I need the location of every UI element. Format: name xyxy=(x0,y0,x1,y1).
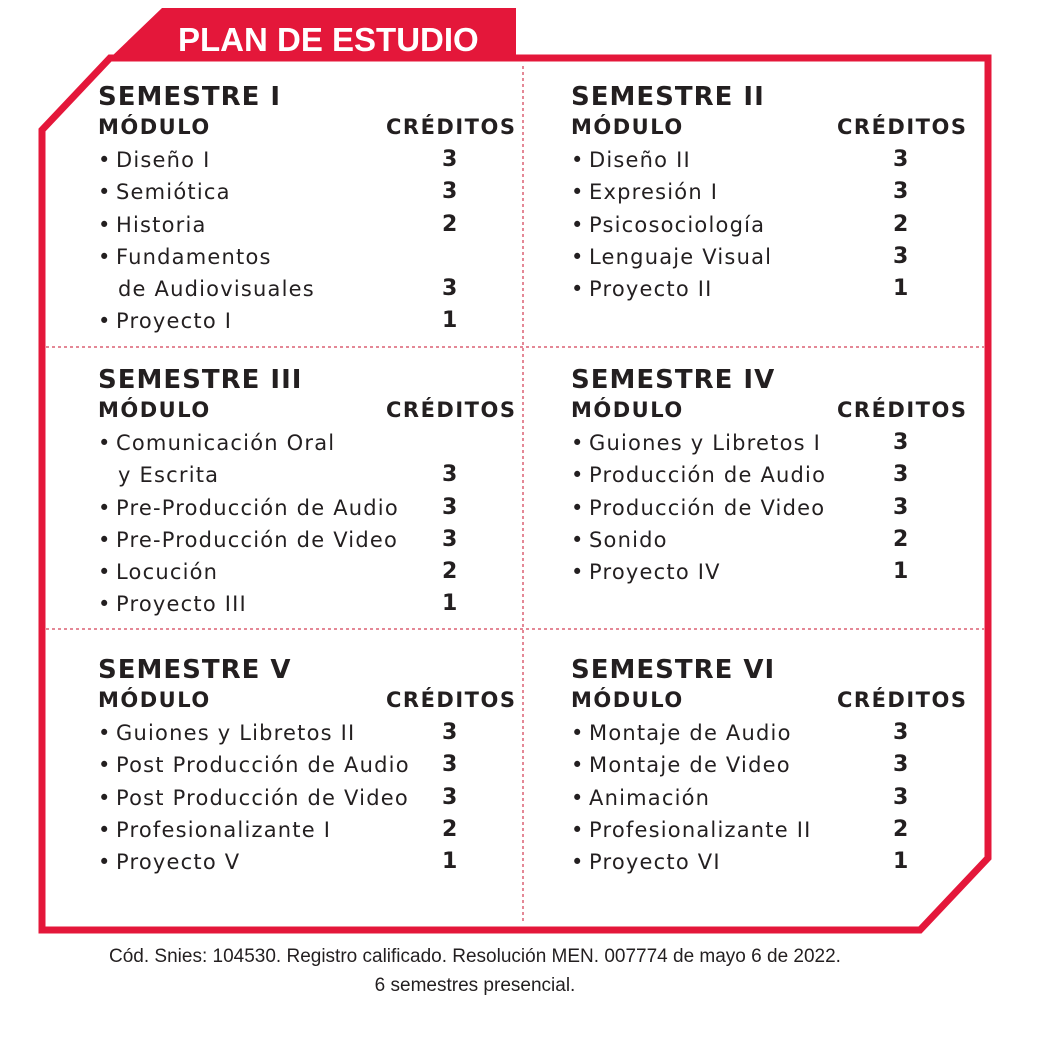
module-row xyxy=(98,782,518,814)
module-name: Montaje de Video xyxy=(589,753,791,778)
footer-line-2: 6 semestres presencial. xyxy=(374,975,576,996)
bullet: • xyxy=(571,463,585,488)
bullet: • xyxy=(98,817,112,842)
module-name: Fundamentos xyxy=(116,244,272,269)
module-name: Diseño I xyxy=(116,148,211,172)
module-name: Post Producción de Video xyxy=(116,785,409,810)
bullet: • xyxy=(571,180,585,205)
semester-2 xyxy=(571,82,981,305)
module-credits: 3 xyxy=(893,462,910,488)
module-name: Locución xyxy=(116,560,219,585)
module-name: Profesionalizante II xyxy=(589,817,812,842)
module-row xyxy=(98,241,518,306)
semester-title: SEMESTRE IV xyxy=(571,365,776,395)
module-header: MÓDULO xyxy=(571,398,684,422)
bullet: • xyxy=(98,560,112,585)
column-header xyxy=(98,112,518,142)
module-credits: 3 xyxy=(442,720,459,745)
module-name: Proyecto II xyxy=(589,277,713,302)
bullet: • xyxy=(571,212,585,237)
module-row xyxy=(98,176,518,208)
semester-1 xyxy=(98,82,518,338)
semester-title: SEMESTRE II xyxy=(571,82,765,112)
module-credits: 3 xyxy=(442,179,459,205)
module-name: Profesionalizante I xyxy=(116,817,332,842)
bullet: • xyxy=(571,495,585,520)
bullet: • xyxy=(571,753,585,778)
credits-header: CRÉDITOS xyxy=(386,398,517,422)
bullet: • xyxy=(98,527,112,552)
module-list xyxy=(98,427,518,621)
module-row xyxy=(571,241,981,273)
module-name-continued: de Audiovisuales xyxy=(118,277,315,302)
bullet: • xyxy=(98,212,112,237)
bullet: • xyxy=(98,431,112,455)
module-name: Guiones y Libretos I xyxy=(589,431,822,455)
module-name: Lenguaje Visual xyxy=(589,244,773,269)
module-row xyxy=(98,492,518,524)
module-header: MÓDULO xyxy=(571,688,684,712)
bullet: • xyxy=(98,244,112,269)
module-credits: 3 xyxy=(893,494,910,520)
module-name: Producción de Audio xyxy=(589,463,827,488)
module-credits: 2 xyxy=(442,211,459,237)
page-title: PLAN DE ESTUDIO xyxy=(178,21,479,58)
credits-header: CRÉDITOS xyxy=(837,688,968,712)
module-credits: 1 xyxy=(893,276,910,302)
module-credits: 3 xyxy=(893,147,910,172)
module-row xyxy=(571,273,981,305)
module-row xyxy=(98,846,518,878)
bullet: • xyxy=(98,495,112,520)
bullet: • xyxy=(571,817,585,842)
module-name: Diseño II xyxy=(589,148,691,172)
semester-title: SEMESTRE VI xyxy=(571,655,776,685)
module-credits: 3 xyxy=(893,784,910,810)
module-row xyxy=(98,144,518,176)
module-credits: 2 xyxy=(893,816,910,842)
bullet: • xyxy=(571,721,585,745)
credits-header: CRÉDITOS xyxy=(837,398,968,422)
semester-6 xyxy=(571,655,981,878)
semester-title: SEMESTRE III xyxy=(98,365,303,395)
module-credits: 1 xyxy=(442,849,459,875)
footer-note xyxy=(0,942,950,1000)
module-credits: 3 xyxy=(442,526,459,552)
module-row xyxy=(571,717,981,749)
module-row xyxy=(571,524,981,556)
module-row xyxy=(571,492,981,524)
column-header xyxy=(571,395,981,425)
module-credits: 3 xyxy=(442,276,459,302)
bullet: • xyxy=(571,560,585,585)
bullet: • xyxy=(571,148,585,172)
module-row xyxy=(98,524,518,556)
module-name: Post Producción de Audio xyxy=(116,753,410,778)
module-credits: 1 xyxy=(442,591,459,617)
bullet: • xyxy=(571,850,585,875)
module-credits: 3 xyxy=(893,720,910,745)
module-row xyxy=(571,782,981,814)
module-row xyxy=(98,556,518,588)
bullet: • xyxy=(98,180,112,205)
module-row xyxy=(571,556,981,588)
module-list xyxy=(571,144,981,305)
bullet: • xyxy=(571,277,585,302)
semester-title: SEMESTRE V xyxy=(98,655,292,685)
module-credits: 3 xyxy=(442,147,459,172)
module-row xyxy=(571,814,981,846)
module-name: Producción de Video xyxy=(589,495,826,520)
bullet: • xyxy=(98,850,112,875)
module-name: Psicosociología xyxy=(589,212,766,237)
module-credits: 3 xyxy=(442,752,459,778)
module-list xyxy=(571,427,981,588)
module-list xyxy=(98,144,518,338)
module-name: Proyecto V xyxy=(116,850,241,875)
module-name: Montaje de Audio xyxy=(589,721,792,745)
module-credits: 3 xyxy=(442,494,459,520)
module-name: Historia xyxy=(116,212,207,237)
module-credits: 3 xyxy=(442,784,459,810)
module-header: MÓDULO xyxy=(98,115,211,139)
module-credits: 1 xyxy=(893,849,910,875)
module-credits: 1 xyxy=(442,308,459,334)
module-name: Proyecto IV xyxy=(589,560,721,585)
credits-header: CRÉDITOS xyxy=(386,115,517,139)
bullet: • xyxy=(98,785,112,810)
module-header: MÓDULO xyxy=(571,115,684,139)
column-header xyxy=(98,395,518,425)
module-name: Comunicación Oral xyxy=(116,431,336,455)
module-credits: 3 xyxy=(893,752,910,778)
bullet: • xyxy=(98,592,112,617)
module-row xyxy=(571,427,981,459)
footer-line-1: Cód. Snies: 104530. Registro calificado. Resolución MEN. 007774 de mayo 6 de 2022. xyxy=(109,946,841,967)
column-header xyxy=(571,112,981,142)
module-row xyxy=(571,846,981,878)
module-name: Pre-Producción de Audio xyxy=(116,495,399,520)
module-row xyxy=(98,588,518,620)
module-row xyxy=(98,209,518,241)
module-credits: 2 xyxy=(442,559,459,585)
module-credits: 3 xyxy=(893,179,910,205)
module-list xyxy=(571,717,981,878)
semester-4 xyxy=(571,365,981,588)
module-row xyxy=(571,749,981,781)
bullet: • xyxy=(571,785,585,810)
module-name: Proyecto I xyxy=(116,309,233,334)
module-name: Sonido xyxy=(589,527,668,552)
module-row xyxy=(98,749,518,781)
module-name-continued: y Escrita xyxy=(118,463,220,488)
bullet: • xyxy=(98,753,112,778)
bullet: • xyxy=(571,244,585,269)
module-credits: 3 xyxy=(893,243,910,269)
module-list xyxy=(98,717,518,878)
module-row xyxy=(98,427,518,492)
module-row xyxy=(98,814,518,846)
module-row xyxy=(98,717,518,749)
module-row xyxy=(571,459,981,491)
module-credits: 1 xyxy=(893,559,910,585)
module-name: Semiótica xyxy=(116,180,231,205)
module-name: Expresión I xyxy=(589,180,719,205)
semester-3 xyxy=(98,365,518,621)
bullet: • xyxy=(98,721,112,745)
module-name: Animación xyxy=(589,785,711,810)
bullet: • xyxy=(571,527,585,552)
semester-title: SEMESTRE I xyxy=(98,82,282,112)
bullet: • xyxy=(571,431,585,455)
module-row xyxy=(571,144,981,176)
module-name: Pre-Producción de Video xyxy=(116,527,399,552)
module-credits: 3 xyxy=(442,462,459,488)
column-header xyxy=(571,685,981,715)
module-name: Proyecto VI xyxy=(589,850,721,875)
module-credits: 2 xyxy=(442,816,459,842)
credits-header: CRÉDITOS xyxy=(386,688,517,712)
module-header: MÓDULO xyxy=(98,398,211,422)
module-name: Proyecto III xyxy=(116,592,247,617)
module-credits: 2 xyxy=(893,526,910,552)
credits-header: CRÉDITOS xyxy=(837,115,968,139)
semester-5 xyxy=(98,655,518,878)
module-header: MÓDULO xyxy=(98,688,211,712)
module-credits: 3 xyxy=(893,430,910,455)
bullet: • xyxy=(98,148,112,172)
column-header xyxy=(98,685,518,715)
bullet: • xyxy=(98,309,112,334)
module-row xyxy=(571,176,981,208)
module-name: Guiones y Libretos II xyxy=(116,721,356,745)
module-row xyxy=(98,305,518,337)
module-credits: 2 xyxy=(893,211,910,237)
module-row xyxy=(571,209,981,241)
